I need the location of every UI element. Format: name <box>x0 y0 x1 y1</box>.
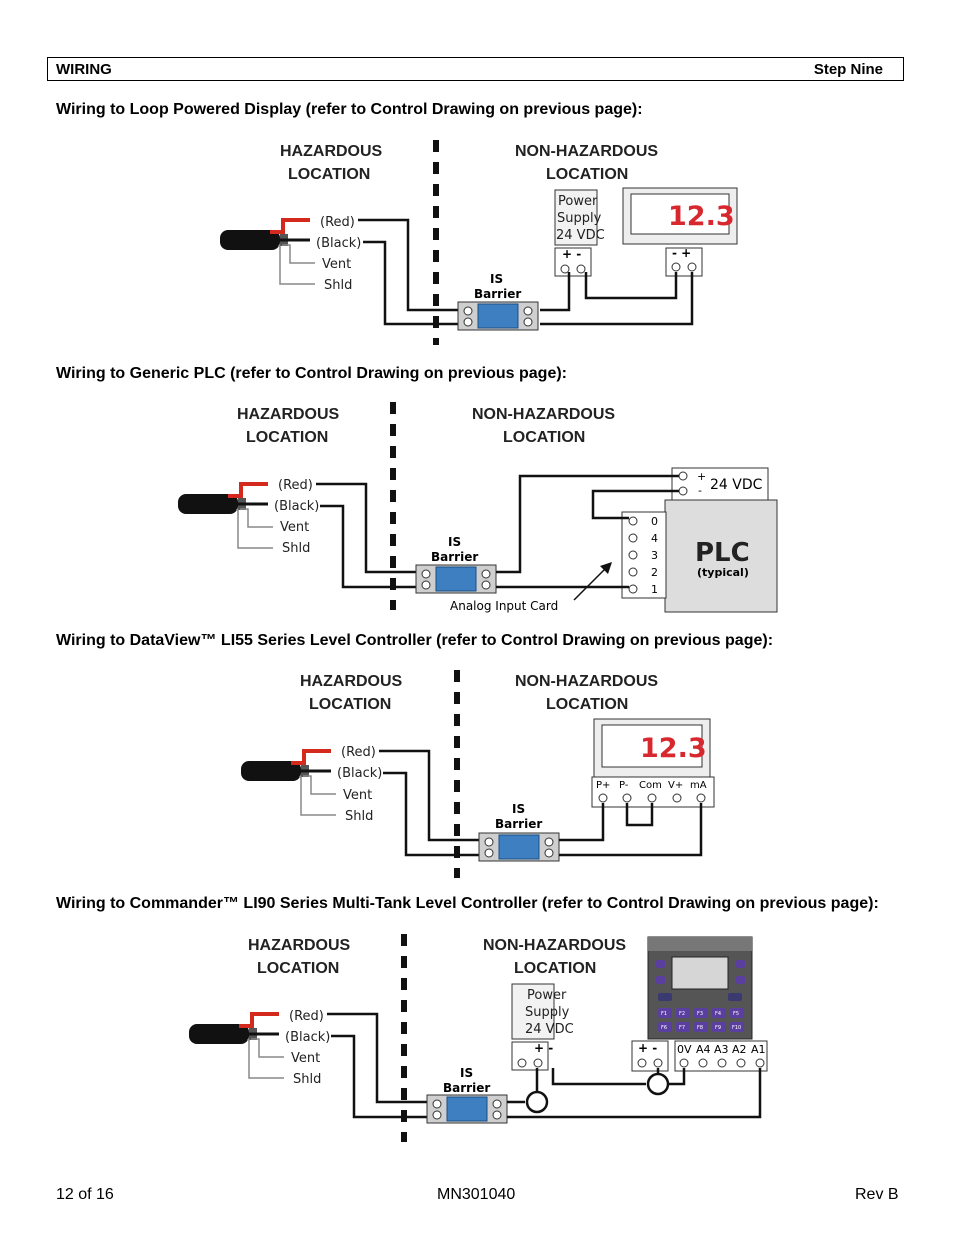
svg-text:2: 2 <box>651 566 658 579</box>
li90-terminal-labels <box>677 1043 766 1056</box>
svg-text:3: 3 <box>651 549 658 562</box>
footer-doc: MN301040 <box>437 1186 516 1203</box>
svg-text:mA: mA <box>690 780 707 791</box>
wire-shld-3: Shld <box>345 809 374 824</box>
svg-text:A3: A3 <box>714 1043 729 1056</box>
wire-vent-3: Vent <box>343 788 373 803</box>
psu-line2-4: Supply <box>525 1005 570 1020</box>
wire-black-4: (Black) <box>285 1030 331 1045</box>
svg-text:Com: Com <box>639 780 662 791</box>
svg-text:+: + <box>697 470 707 483</box>
diagram-li90 <box>189 934 767 1142</box>
hazardous-sub-3: LOCATION <box>309 696 392 713</box>
display-value-1: 12.3 <box>668 201 735 232</box>
is-barrier-1 <box>458 302 538 330</box>
diagram-li55 <box>241 670 714 878</box>
svg-text:F8: F8 <box>697 1025 704 1031</box>
is-barrier-4 <box>427 1095 507 1123</box>
hazardous-sub-4: LOCATION <box>257 960 340 977</box>
hazardous-sub-1: LOCATION <box>288 166 371 183</box>
svg-text:F1: F1 <box>661 1011 668 1017</box>
wire-black-3: (Black) <box>337 766 383 781</box>
svg-text:+ -: + - <box>562 247 582 261</box>
wire-red-4: (Red) <box>289 1009 324 1024</box>
plc-label: PLC <box>695 538 750 568</box>
wire-shld-2: Shld <box>282 541 311 556</box>
svg-text:0: 0 <box>651 515 658 528</box>
psu-line3-1: 24 VDC <box>556 228 605 243</box>
wire-vent-1: Vent <box>322 257 352 272</box>
nonhazardous-label-4: NON-HAZARDOUS <box>483 937 627 954</box>
li90-screen <box>672 957 728 989</box>
psu-line2-1: Supply <box>557 211 602 226</box>
wire-shld-1: Shld <box>324 278 353 293</box>
section-title-3: Wiring to DataView™ LI55 Series Level Controller (refer to Control Drawing on previous page): <box>56 632 774 649</box>
hazardous-sub-2: LOCATION <box>246 429 329 446</box>
wire-shld-4: Shld <box>293 1072 322 1087</box>
display-value-3: 12.3 <box>640 733 707 764</box>
analog-card-label: Analog Input Card <box>450 599 559 613</box>
wire-red-2: (Red) <box>278 478 313 493</box>
svg-text:A4: A4 <box>696 1043 711 1056</box>
section-title-1: Wiring to Loop Powered Display (refer to Control Drawing on previous page): <box>56 101 643 118</box>
barrier-sub-3: Barrier <box>495 817 543 831</box>
nonhazardous-label-2: NON-HAZARDOUS <box>472 406 616 423</box>
section-title-2: Wiring to Generic PLC (refer to Control Drawing on previous page): <box>56 365 567 382</box>
is-barrier-2 <box>416 565 496 593</box>
svg-text:+ -: + - <box>534 1041 554 1055</box>
wire-vent-2: Vent <box>280 520 310 535</box>
hazardous-label-4: HAZARDOUS <box>248 937 351 954</box>
svg-text:A1: A1 <box>751 1043 766 1056</box>
svg-text:F7: F7 <box>679 1025 686 1031</box>
nonhazardous-sub-1: LOCATION <box>546 166 629 183</box>
svg-text:V+: V+ <box>668 780 684 791</box>
svg-text:-: - <box>698 484 702 497</box>
hazardous-label-3: HAZARDOUS <box>300 673 403 690</box>
svg-text:- +: - + <box>672 246 692 260</box>
svg-text:F5: F5 <box>733 1011 740 1017</box>
svg-text:4: 4 <box>651 532 658 545</box>
svg-text:F2: F2 <box>679 1011 686 1017</box>
hazardous-label-2: HAZARDOUS <box>237 406 340 423</box>
step-label: Step Nine <box>813 61 883 78</box>
svg-text:P+: P+ <box>596 780 611 791</box>
footer-rev: Rev B <box>855 1186 899 1203</box>
svg-text:F4: F4 <box>715 1011 722 1017</box>
hazardous-label-1: HAZARDOUS <box>280 143 383 160</box>
svg-text:F10: F10 <box>732 1025 742 1031</box>
nonhazardous-label-3: NON-HAZARDOUS <box>515 673 659 690</box>
svg-text:F3: F3 <box>697 1011 704 1017</box>
section-title-4: Wiring to Commander™ LI90 Series Multi-Tank Level Controller (refer to Control Drawing on previous page): <box>56 895 879 912</box>
psu-line3-4: 24 VDC <box>525 1022 574 1037</box>
psu-line1-1: Power <box>558 194 598 209</box>
barrier-sub-1: Barrier <box>474 287 522 301</box>
barrier-sub-4: Barrier <box>443 1081 491 1095</box>
is-barrier-3 <box>479 833 559 861</box>
barrier-label-1: IS <box>490 272 504 286</box>
diagram-loop-display <box>220 140 737 345</box>
wire-red-3: (Red) <box>341 745 376 760</box>
svg-text:F6: F6 <box>661 1025 668 1031</box>
wire-black-1: (Black) <box>316 236 362 251</box>
barrier-label-3: IS <box>512 802 526 816</box>
section-label: WIRING <box>56 61 112 78</box>
wire-black-2: (Black) <box>274 499 320 514</box>
svg-text:+ -: + - <box>638 1041 658 1055</box>
barrier-label-4: IS <box>460 1066 474 1080</box>
wire-vent-4: Vent <box>291 1051 321 1066</box>
plc-sub: (typical) <box>697 566 749 579</box>
nonhazardous-label-1: NON-HAZARDOUS <box>515 143 659 160</box>
svg-text:0V: 0V <box>677 1043 692 1056</box>
nonhazardous-sub-4: LOCATION <box>514 960 597 977</box>
nonhazardous-sub-2: LOCATION <box>503 429 586 446</box>
barrier-label-2: IS <box>448 535 462 549</box>
wire-red-1: (Red) <box>320 215 355 230</box>
svg-text:F9: F9 <box>715 1025 722 1031</box>
diagram-generic-plc <box>178 402 777 613</box>
supply-label-2: 24 VDC <box>710 477 763 493</box>
svg-text:1: 1 <box>651 583 658 596</box>
nonhazardous-sub-3: LOCATION <box>546 696 629 713</box>
svg-text:P-: P- <box>619 780 629 791</box>
psu-line1-4: Power <box>527 988 567 1003</box>
footer-page: 12 of 16 <box>56 1186 114 1203</box>
svg-text:A2: A2 <box>732 1043 747 1056</box>
barrier-sub-2: Barrier <box>431 550 479 564</box>
